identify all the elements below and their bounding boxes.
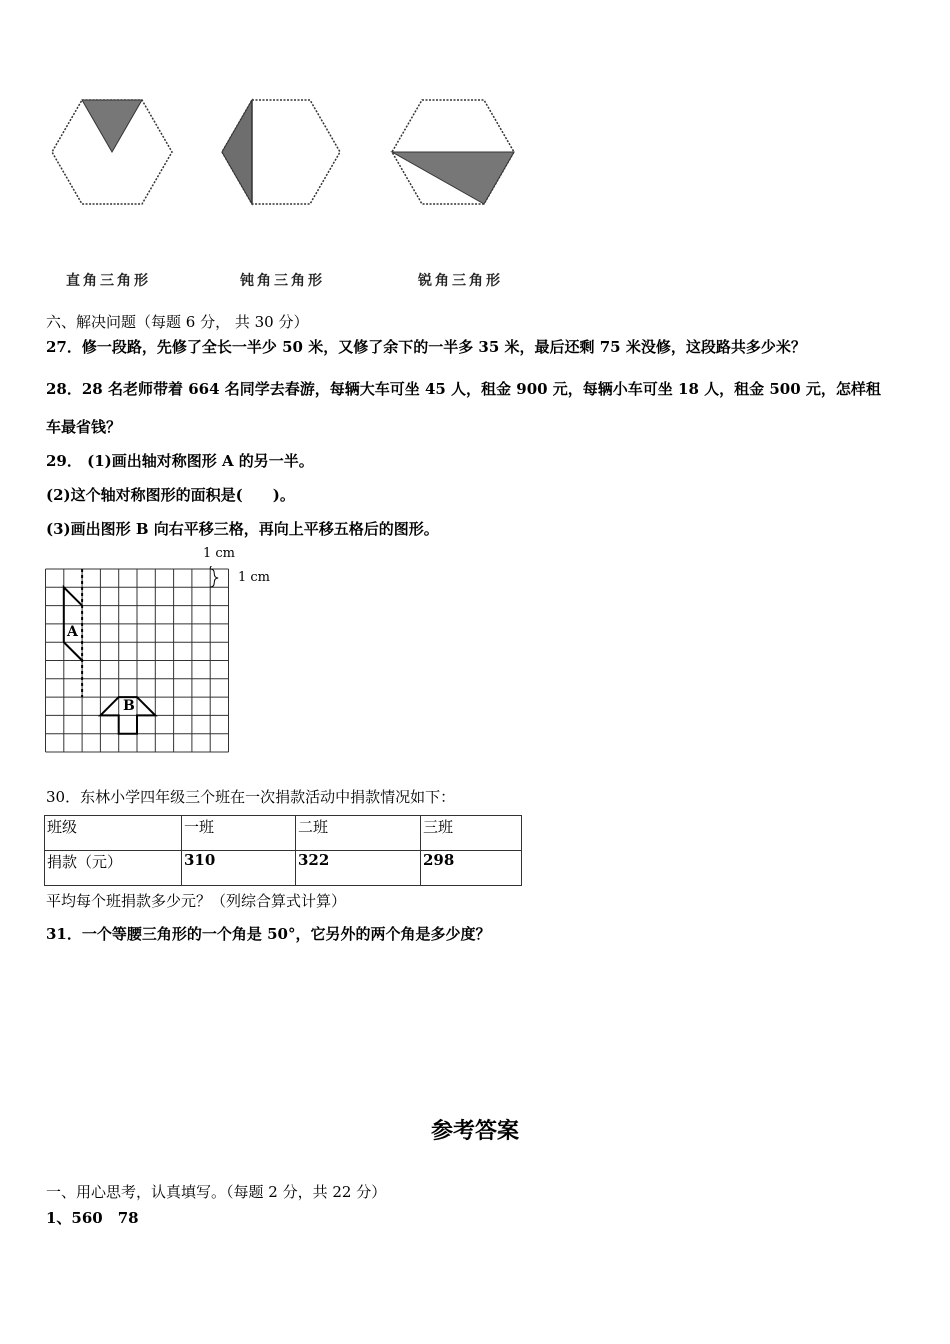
grid-unit-top-label: 1 cm	[203, 546, 236, 561]
table-header-cell: 一班	[182, 816, 296, 851]
table-cell: 322	[296, 851, 421, 886]
question-30-ask: 平均每个班捐款多少元？（列综合算式计算）	[46, 892, 347, 910]
answers-section-1: 一、用心思考，认真填写。（每题 2 分，共 22 分）	[46, 1183, 387, 1201]
hexagon-figure-acute-triangle	[388, 92, 518, 211]
answer-1: 1、560 78	[46, 1209, 139, 1227]
answers-title: 参考答案	[430, 1118, 519, 1144]
question-29-part-3: (3)画出图形 B 向右平移三格，再向上平移五格后的图形。	[46, 520, 439, 538]
table-header-cell: 二班	[296, 816, 421, 851]
table-header-cell: 三班	[421, 816, 522, 851]
question-31: 31．一个等腰三角形的一个角是 50°，它另外的两个角是多少度？	[46, 925, 491, 943]
donation-table	[44, 815, 522, 886]
question-30: 30．东林小学四年级三个班在一次捐款活动中捐款情况如下：	[46, 788, 456, 806]
figure-label-acute-triangle: 锐角三角形	[418, 273, 503, 289]
grid-figure	[44, 566, 239, 760]
figure-label-obtuse-triangle: 钝角三角形	[240, 273, 325, 289]
table-cell: 310	[182, 851, 296, 886]
table-header-cell: 班级	[45, 816, 182, 851]
shape-a-label: A	[67, 624, 78, 640]
question-28-line-1: 28．28 名老师带着 664 名同学去春游，每辆大车可坐 45 人，租金 900 元，每辆小车可坐 18 人，租金 500 元，怎样租	[46, 380, 881, 398]
grid-unit-side-label: 1 cm	[238, 570, 271, 585]
table-cell: 298	[421, 851, 522, 886]
question-28-line-2: 车最省钱？	[46, 418, 122, 436]
shape-b-label: B	[123, 698, 135, 714]
figure-label-right-triangle: 直角三角形	[66, 273, 151, 289]
question-29-part-1: 29． (1)画出轴对称图形 A 的另一半。	[46, 452, 314, 470]
hexagon-figure-obtuse-triangle	[218, 92, 343, 211]
question-27: 27．修一段路，先修了全长一半少 50 米，又修了余下的一半多 35 米，最后还剩 75 米没修，这段路共多少米？	[46, 338, 806, 356]
question-29-part-2: (2)这个轴对称图形的面积是( )。	[46, 486, 295, 504]
table-header-row	[45, 816, 522, 851]
hexagon-figure-right-triangle	[50, 92, 175, 211]
table-cell: 捐款（元）	[45, 851, 182, 886]
section-6-heading: 六、解决问题（每题 6 分， 共 30 分）	[46, 313, 309, 331]
table-row	[45, 851, 522, 886]
